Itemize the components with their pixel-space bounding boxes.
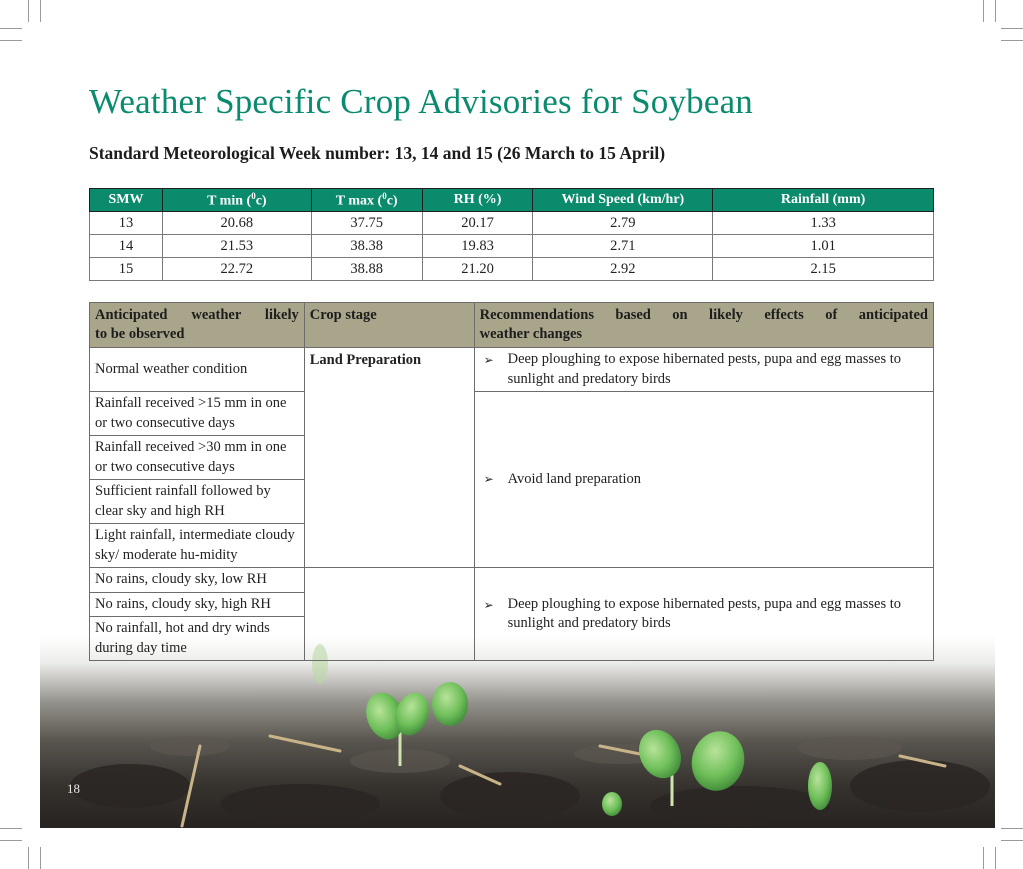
table-header-row	[90, 189, 934, 212]
page-subtitle: Standard Meteorological Week number: 13, 14 and 15 (26 March to 15 April)	[89, 143, 666, 163]
crop-mark	[40, 847, 41, 869]
crop-stage-empty	[304, 568, 474, 661]
cell-wind: 2.71	[533, 235, 713, 258]
recommendation	[474, 568, 933, 661]
cell-rain: 1.33	[713, 212, 934, 235]
weather-condition: Light rainfall, intermediate cloudy sky/ moderate hu-midity	[90, 524, 305, 568]
table-row	[90, 568, 934, 593]
crop-mark	[28, 0, 29, 22]
cell-tmin: 22.72	[162, 258, 311, 281]
header-rh: RH (%)	[422, 189, 533, 212]
cell-rh: 20.17	[422, 212, 533, 235]
crop-mark	[1001, 828, 1023, 829]
table-row	[90, 212, 934, 235]
cell-tmax: 38.38	[311, 235, 422, 258]
table-header-row	[90, 303, 934, 348]
header-tmin: T min ($^0$c)	[162, 189, 311, 212]
cell-rain: 1.01	[713, 235, 934, 258]
advisory-table	[89, 302, 934, 661]
cell-tmin: 21.53	[162, 235, 311, 258]
crop-mark	[1001, 840, 1023, 841]
table-row	[90, 392, 934, 436]
weather-condition: No rains, cloudy sky, low RH	[90, 568, 305, 593]
weather-condition: Rainfall received >30 mm in one or two consecutive days	[90, 436, 305, 480]
crop-mark	[1001, 40, 1023, 41]
page-number: 18	[67, 781, 80, 796]
table-row	[90, 258, 934, 281]
crop-mark	[0, 840, 22, 841]
cell-wind: 2.92	[533, 258, 713, 281]
cell-rh: 21.20	[422, 258, 533, 281]
table-row	[90, 348, 934, 392]
crop-mark	[28, 847, 29, 869]
cell-wind: 2.79	[533, 212, 713, 235]
crop-mark	[0, 828, 22, 829]
arrow-bullet-icon: ➢	[483, 597, 494, 612]
recommendation	[474, 392, 933, 568]
weather-data-table	[89, 188, 934, 281]
recommendation-text: Deep ploughing to expose hibernated pests, pupa and egg masses to sunlight and predatory birds	[507, 595, 902, 631]
cell-smw: 15	[90, 258, 163, 281]
cell-smw: 14	[90, 235, 163, 258]
weather-condition: Normal weather condition	[90, 348, 305, 392]
header-wind-speed: Wind Speed (km/hr)	[533, 189, 713, 212]
crop-mark	[0, 28, 22, 29]
header-recommendations: Recommendations based on likely effects of anticipated weather changes	[474, 303, 933, 348]
crop-mark	[983, 0, 984, 22]
cell-rh: 19.83	[422, 235, 533, 258]
arrow-bullet-icon: ➢	[483, 472, 494, 487]
cell-smw: 13	[90, 212, 163, 235]
crop-mark	[995, 847, 996, 869]
header-anticipated-weather: Anticipated weather likely to be observed	[90, 303, 305, 348]
cell-rain: 2.15	[713, 258, 934, 281]
weather-condition: No rainfall, hot and dry winds during day time	[90, 617, 305, 661]
weather-condition: Rainfall received >15 mm in one or two consecutive days	[90, 392, 305, 436]
crop-mark	[983, 847, 984, 869]
weather-condition: No rains, cloudy sky, high RH	[90, 592, 305, 617]
cell-tmax: 37.75	[311, 212, 422, 235]
crop-mark	[0, 40, 22, 41]
crop-mark	[1001, 28, 1023, 29]
recommendation-text: Deep ploughing to expose hibernated pests, pupa and egg masses to sunlight and predatory birds	[507, 351, 902, 387]
cell-tmax: 38.88	[311, 258, 422, 281]
header-rainfall: Rainfall (mm)	[713, 189, 934, 212]
header-crop-stage: Crop stage	[304, 303, 474, 348]
table-row	[90, 235, 934, 258]
cell-tmin: 20.68	[162, 212, 311, 235]
page-title: Weather Specific Crop Advisories for Soybean	[89, 82, 754, 121]
crop-mark	[40, 0, 41, 22]
soybean-seedlings-photo	[40, 636, 995, 828]
crop-mark	[995, 0, 996, 22]
recommendation	[474, 348, 933, 392]
crop-stage: Land Preparation	[304, 348, 474, 568]
header-tmax: T max ($^0$c)	[311, 189, 422, 212]
recommendation-text: Avoid land preparation	[507, 470, 642, 487]
weather-condition: Sufficient rainfall followed by clear sky and high RH	[90, 480, 305, 524]
arrow-bullet-icon: ➢	[483, 353, 494, 367]
header-smw: SMW	[90, 189, 163, 212]
